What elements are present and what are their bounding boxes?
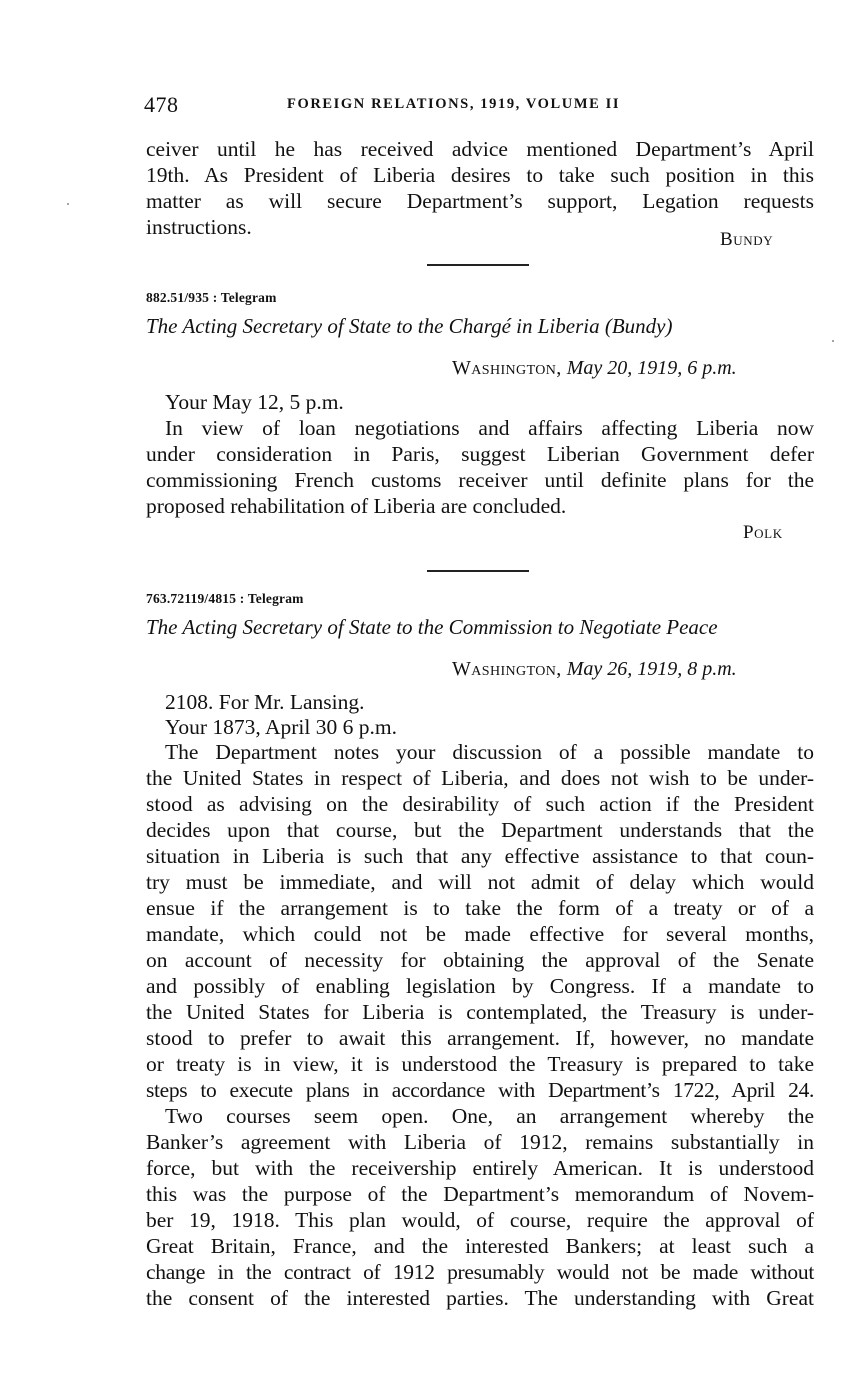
- doc1-line-1: In view of loan negotiations and affairs affecting Liberia now: [165, 416, 814, 440]
- doc1-file-number: 882.51/935 : Telegram: [146, 290, 277, 305]
- doc2-p2-line-3: force, but with the receivership entirely American. It is understood: [146, 1156, 814, 1180]
- section-divider-1: [427, 264, 529, 266]
- doc2-p2-line-2: Banker’s agreement with Liberia of 1912, remains substantially in: [146, 1130, 814, 1154]
- scan-speck: [67, 203, 69, 205]
- signature-polk: Polk: [743, 522, 783, 543]
- doc2-p2-line-5: ber 19, 1918. This plan would, of course, require the approval of: [146, 1208, 814, 1232]
- scan-speck: [832, 340, 834, 342]
- section-divider-2: [427, 570, 529, 572]
- doc2-p1-line-7: ensue if the arrangement is to take the form of a treaty or of a: [146, 896, 814, 920]
- page-number: 478: [144, 92, 179, 117]
- doc2-p2-line-1: Two courses seem open. One, an arrangement whereby the: [165, 1104, 814, 1128]
- doc2-heading: The Acting Secretary of State to the Commission to Negotiate Peace: [146, 615, 718, 639]
- signature-bundy: Bundy: [720, 229, 774, 250]
- doc2-dateline: [452, 658, 737, 681]
- top-line-4: instructions.: [146, 215, 252, 239]
- doc2-p2-line-7: change in the contract of 1912 presumably would not be made without: [146, 1260, 814, 1284]
- doc2-p1-line-2: the United States in respect of Liberia, and does not wish to be under-: [146, 766, 814, 790]
- doc1-line-4: proposed rehabilitation of Liberia are concluded.: [146, 494, 567, 518]
- doc2-p1-line-11: the United States for Liberia is contemplated, the Treasury is under-: [146, 1000, 814, 1024]
- doc2-p1-line-5: situation in Liberia is such that any effective assistance to that coun-: [146, 844, 814, 868]
- doc2-opening-2: Your 1873, April 30 6 p.m.: [165, 715, 397, 739]
- doc2-dateline-date: May 26, 1919, 8 p.m.: [566, 658, 737, 680]
- doc2-p2-line-4: this was the purpose of the Department’s memorandum of Novem-: [146, 1182, 814, 1206]
- doc1-salutation: Your May 12, 5 p.m.: [165, 390, 344, 414]
- top-line-2: 19th. As President of Liberia desires to take such position in this: [146, 163, 814, 187]
- doc2-p1-line-3: stood as advising on the desirability of such action if the President: [146, 792, 814, 816]
- doc2-p2-line-8: the consent of the interested parties. The understanding with Great: [146, 1286, 814, 1310]
- doc2-p1-line-12: stood to prefer to await this arrangement. If, however, no mandate: [146, 1026, 814, 1050]
- doc1-dateline: [452, 357, 737, 380]
- doc2-p2-line-6: Great Britain, France, and the interested Bankers; at least such a: [146, 1234, 814, 1258]
- doc2-p1-line-14: steps to execute plans in accordance with Department’s 1722, April 24.: [146, 1078, 814, 1102]
- doc1-line-2: under consideration in Paris, suggest Liberian Government defer: [146, 442, 814, 466]
- doc1-heading: The Acting Secretary of State to the Chargé in Liberia (Bundy): [146, 314, 673, 338]
- doc2-file-number: 763.72119/4815 : Telegram: [146, 591, 304, 606]
- doc2-opening-1: 2108. For Mr. Lansing.: [165, 690, 365, 714]
- doc2-p1-line-8: mandate, which could not be made effective for several months,: [146, 922, 814, 946]
- top-line-3: matter as will secure Department’s support, Legation requests: [146, 189, 814, 213]
- doc2-p1-line-9: on account of necessity for obtaining the approval of the Senate: [146, 948, 814, 972]
- doc2-p1-line-13: or treaty is in view, it is understood the Treasury is prepared to take: [146, 1052, 814, 1076]
- running-title: FOREIGN RELATIONS, 1919, VOLUME II: [287, 96, 621, 112]
- doc2-p1-line-4: decides upon that course, but the Department understands that the: [146, 818, 814, 842]
- doc2-p1-line-1: The Department notes your discussion of a possible mandate to: [165, 740, 814, 764]
- doc1-line-3: commissioning French customs receiver until definite plans for the: [146, 468, 814, 492]
- doc2-dateline-place: Washington,: [452, 658, 562, 680]
- doc1-dateline-place: Washington,: [452, 357, 562, 379]
- top-line-1: ceiver until he has received advice mentioned Department’s April: [146, 137, 814, 161]
- doc1-dateline-date: May 20, 1919, 6 p.m.: [566, 357, 737, 379]
- doc2-p1-line-10: and possibly of enabling legislation by Congress. If a mandate to: [146, 974, 814, 998]
- doc2-p1-line-6: try must be immediate, and will not admit of delay which would: [146, 870, 814, 894]
